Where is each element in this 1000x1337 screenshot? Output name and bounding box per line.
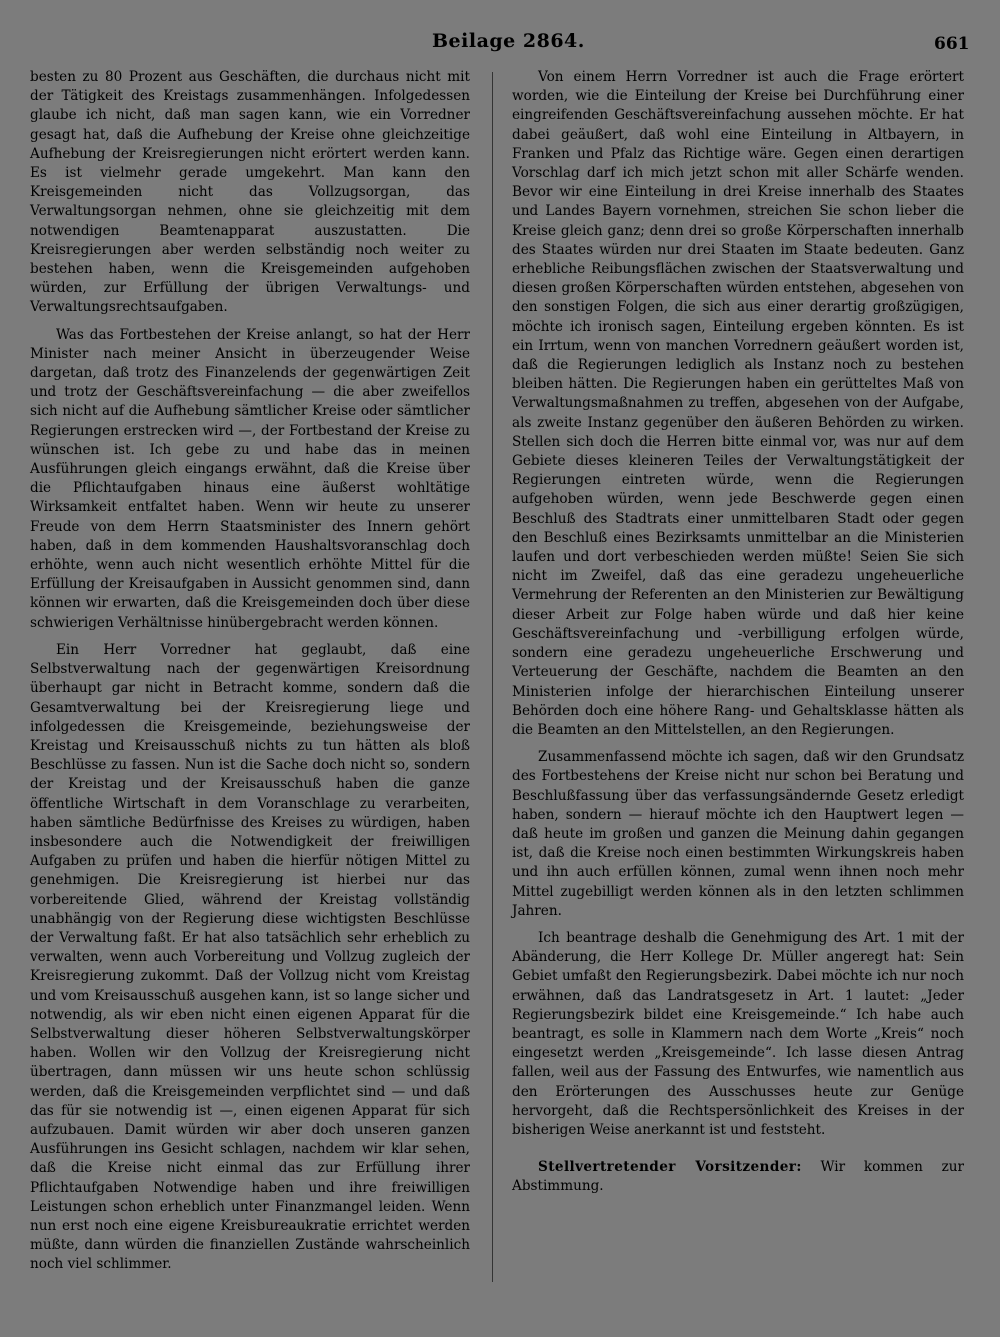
supplement-title: Beilage 2864. [432,30,585,52]
column-divider [492,72,493,1282]
paragraph: Was das Fortbestehen der Kreise anlangt, so hat der Herr Minister nach meiner Ansicht in überzeugender Weise dargetan, daß trotz des Finanzelends der gegenwärtigen Zeit und trotz der Geschäftsvereinfachung — die aber zweifellos sich nicht auf die Aufhebung sämtlicher Kreise oder sämtlicher Regierungen erstrecken wird —, der Fortbestand der Kreise zu wünschen ist. Ich gebe zu und habe das in meinen Ausführungen gleich eingangs erwähnt, daß die Kreise über die Pflichtaufgaben hinaus eine äußerst wohltätige Wirksamkeit entfaltet haben. Wenn wir heute zu unserer Freude von dem Herrn Staatsminister des Innern gehört haben, daß in dem kommenden Haushaltsvoranschlag doch erhöhte, wenn auch nicht wesentlich erhöhte Mittel für die Erfüllung der Kreisaufgaben in Aussicht genommen sind, dann können wir erwarten, daß die Kreisgemeinden doch über diese schwierigen Verhältnisse hinübergebracht werden können. [30,326,470,631]
paragraph: Ich beantrage deshalb die Genehmigung des Art. 1 mit der Abänderung, die Herr Kollege Dr. Müller angeregt hat: Sein Gebiet umfaßt den Regierungsbezirk. Dabei möchte ich nur noch erwähnen, daß das Landratsgesetz in Art. 1 lautet: „Jeder Regierungsbezirk bildet eine Kreisgemeinde.“ Ich habe auch beantragt, es solle in Klammern nach dem Worte „Kreis“ noch eingesetzt werden „Kreisgemeinde“. Ich lasse diesen Antrag fallen, weil aus der Fassung des Entwurfes, wie namentlich aus den Erörterungen des Ausschusses heute zur Genüge hervorgeht, daß die Rechtspersönlichkeit des Kreises in der bisherigen Weise anerkannt ist und feststeht. [512,929,964,1138]
speaker-name: Stellvertretender Vorsitzender: [538,1159,802,1176]
paragraph: besten zu 80 Prozent aus Geschäften, die durchaus nicht mit der Tätigkeit des Kreistags zusammenhängen. Infolgedessen glaube ich nicht, daß man sagen kann, wie ein Vorredner gesagt hat, daß die Aufhebung der Kreise ohne gleichzeitige Aufhebung der Kreisregierungen nicht erörtert werden kann. Es ist vielmehr gerade umgekehrt. Man kann den Kreisgemeinden nicht das Vollzugsorgan, das Verwaltungsorgan nehmen, ohne sie gleichzeitig mit dem notwendigen Beamtenapparat auszustatten. Die Kreisregierungen aber werden selbständig noch weiter zu bestehen haben, wenn die Kreisgemeinden aufgehoben würden, zur Erfüllung der übrigen Verwaltungs- und Verwaltungsrechtsaufgaben. [30,69,470,316]
paragraph: Ein Herr Vorredner hat geglaubt, daß eine Selbstverwaltung nach der gegenwärtigen Kreisordnung überhaupt gar nicht in Betracht komme, sondern daß die Gesamtverwaltung bei der Kreisregierung liege und infolgedessen die Kreisgemeinde, beziehungsweise der Kreistag und Kreisausschuß nichts zu tun hätten als bloß Beschlüsse zu fassen. Nun ist die Sache doch nicht so, sondern der Kreistag und der Kreisausschuß haben die ganze öffentliche Wirtschaft in dem Voranschlage zu verarbeiten, haben sämtliche Bedürfnisse des Kreises zu würdigen, haben insbesondere auch die Notwendigkeit der freiwilligen Aufgaben zu prüfen und haben die hierfür nötigen Mittel zu genehmigen. Die Kreisregierung ist hierbei nur das vorbereitende Glied, während der Kreistag vollständig unabhängig von der Regierung diese wichtigsten Beschlüsse der Verwaltung faßt. Er hat also tatsächlich sehr erheblich zu verwalten, wenn auch Vorbereitung und Vollzug zugleich der Kreisregierung zukommt. Daß der Vollzug nicht vom Kreistag und vom Kreisausschuß ausgehen kann, ist so lange sicher und notwendig, als wir eben nicht einen eigenen Apparat für die Selbstverwaltung dieser höheren Selbstverwaltungskörper haben. Wollen wir den Vollzug der Kreisregierung nicht übertragen, dann müssen wir uns heute schon schlüssig werden, daß die Kreisgemeinden verpflichtet sind — und daß das für sie notwendig ist —, einen eigenen Apparat für sich aufzubauen. Damit würden wir aber doch unseren ganzen Ausführungen ins Gesicht schlagen, nachdem wir klar sehen, daß die Kreise nicht einmal das zur Erfüllung ihrer Pflichtaufgaben Notwendige haben und ihre freiwilligen Leistungen schon erheblich unter Finanzmangel leiden. Wenn nun erst noch eine eigene Kreisbureaukratie errichtet werden müßte, dann würden die finanziellen Zustände wahrscheinlich noch viel schlimmer. [30,641,470,1273]
right-column [512,68,964,1205]
closing-text: Wir kommen zur Abstimmung. [512,1159,964,1195]
page-header [0,28,1000,58]
paragraph: Zusammenfassend möchte ich sagen, daß wir den Grundsatz des Fortbestehens der Kreise nicht nur schon bei Beratung und Beschlußfassung über das verfassungsändernde Gesetz erledigt haben, sondern — hierauf möchte ich den Hauptwert legen — daß heute im großen und ganzen die Meinung dahin gegangen ist, daß die Kreise noch einen bestimmten Wirkungskreis haben und ihn auch erfüllen können, zumal wenn ihnen noch mehr Mittel zugebilligt werden können als in den letzten schlimmen Jahren. [512,749,964,919]
closing-paragraph [512,1158,964,1196]
left-column [30,68,470,1283]
page-number: 661 [934,34,970,54]
paragraph: Von einem Herrn Vorredner ist auch die Frage erörtert worden, wie die Einteilung der Kreise bei Durchführung einer eingreifenden Geschäftsvereinfachung aussehen möchte. Er hat dabei geäußert, daß wohl eine Einteilung in Altbayern, in Franken und Pfalz das Richtige wäre. Gegen einen derartigen Vorschlag darf ich mich jetzt schon mit aller Schärfe wenden. Bevor wir eine Einteilung in drei Kreise innerhalb des Staates und Landes Bayern vornehmen, streichen Sie schon lieber die Kreise gleich ganz; denn drei so große Körperschaften innerhalb des Staates würden nur drei Staaten im Staate bedeuten. Ganz erhebliche Reibungsflächen zwischen der Staatsverwaltung und diesen großen Körperschaften würden entstehen, abgesehen von den sonstigen Folgen, die sich aus einer derartig großzügigen, möchte ich ironisch sagen, Einteilung ergeben könnten. Es ist ein Irrtum, wenn von manchen Vorrednern geäußert worden ist, daß die Regierungen lediglich als Instanz noch zu bestehen bleiben hätten. Die Regierungen haben ein gerütteltes Maß von Verwaltungsmaßnahmen zu treffen, abgesehen von der Aufgabe, als zweite Instanz gegenüber den äußeren Behörden zu wirken. Stellen sich doch die Herren bitte einmal vor, was nur auf dem Gebiete dieses kleineren Teiles der Verwaltungstätigkeit der Regierungen eintreten würde, wenn die Regierungen aufgehoben würden, wenn jede Beschwerde gegen einen Beschluß des Stadtrats einer unmittelbaren Stadt oder gegen den Beschluß eines Bezirksamts unmittelbar an die Ministerien laufen und dort verbeschieden werden müßte! Seien Sie sich nicht im Zweifel, daß das eine geradezu ungeheuerliche Vermehrung der Referenten an den Ministerien zur Bewältigung dieser Arbeit zur Folge haben würde und daß hier keine Geschäftsvereinfachung und -verbilligung erfolgen würde, sondern eine geradezu ungeheuerliche Erschwerung und Verteuerung der Geschäfte, nachdem die Beamten an den Ministerien infolge der hierarchischen Einteilung unserer Behörden doch eine höhere Rang- und Gehaltsklasse hätten als die Beamten an den Mittelstellen, an den Regierungen. [512,69,964,738]
